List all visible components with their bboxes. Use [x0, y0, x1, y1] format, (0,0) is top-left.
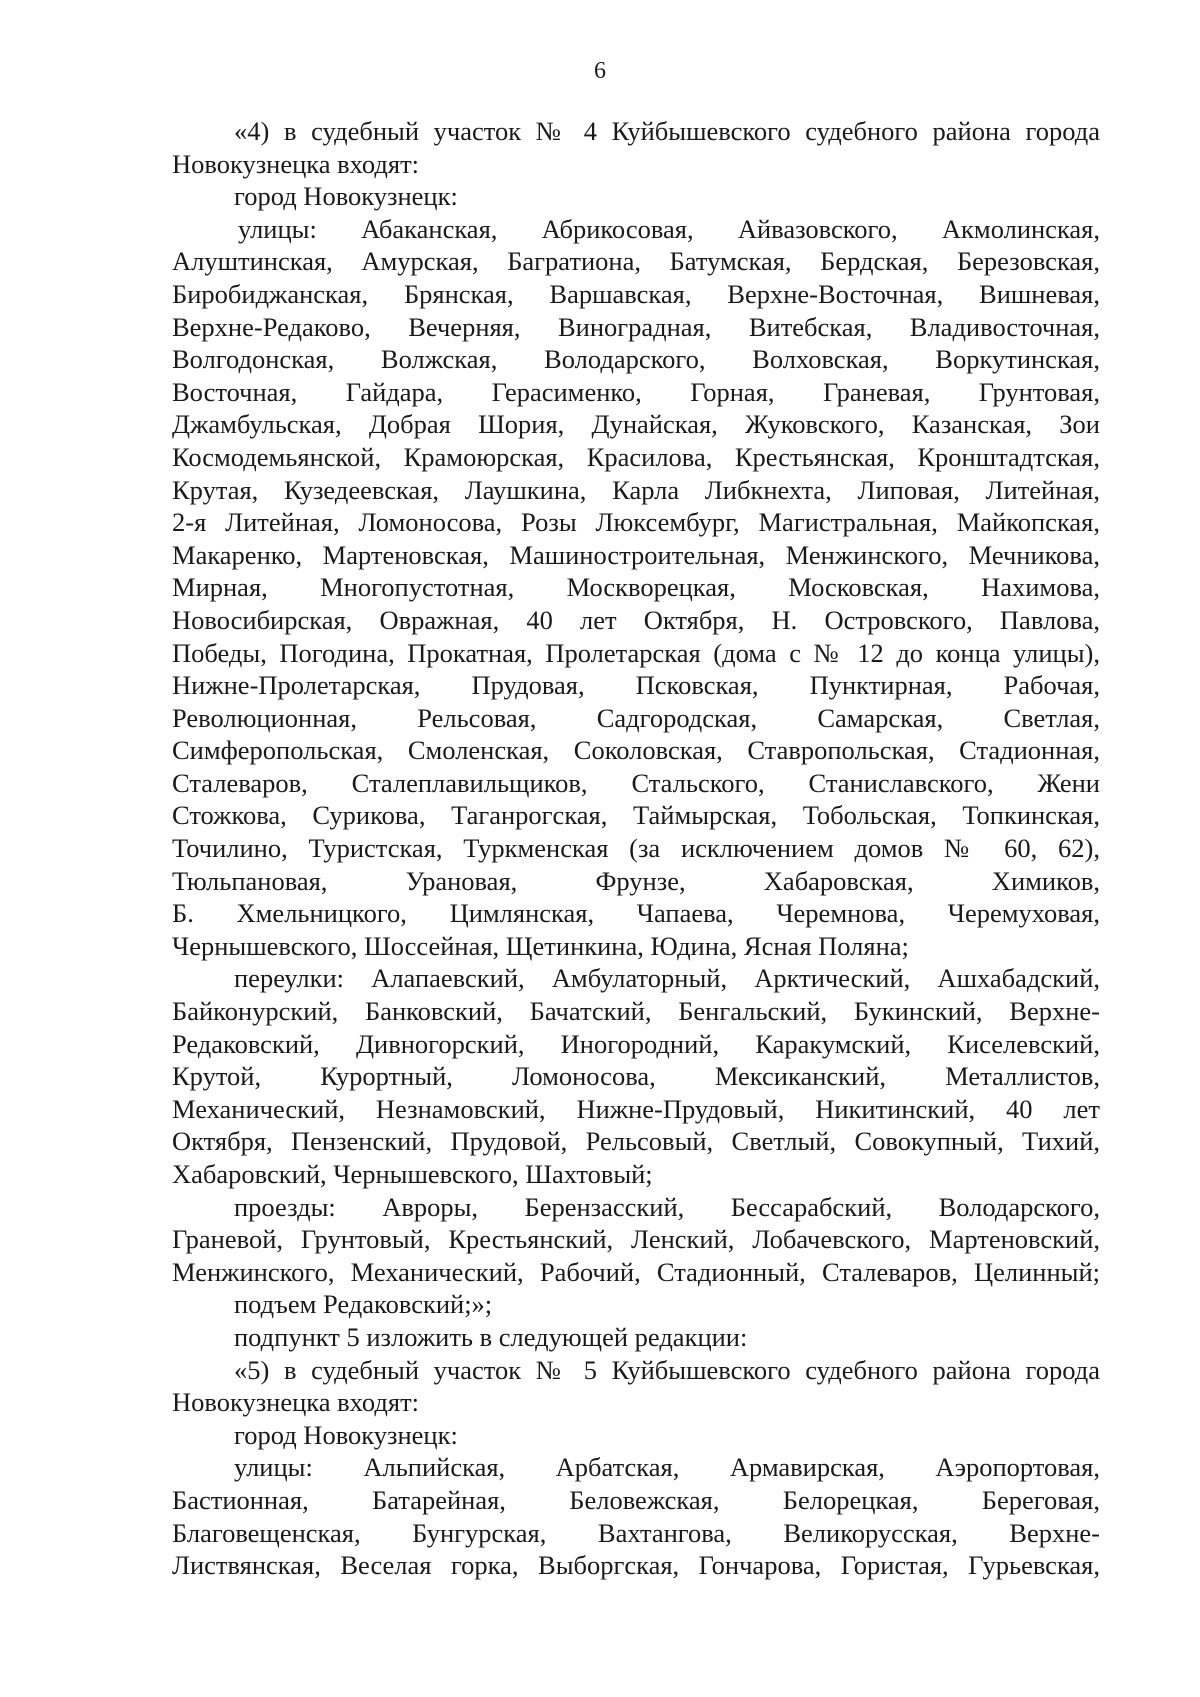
text-line: город Новокузнецк:	[234, 1419, 458, 1450]
text-line: город Новокузнецк:	[234, 181, 458, 212]
text-line: Биробиджанская, Брянская, Варшавская, Верхне-Восточная, Вишневая,	[172, 278, 1100, 309]
text-line: «4) в судебный участок № 4 Куйбышевского судебного района города	[234, 116, 1100, 146]
text-line: Нижне-Пролетарская, Прудовая, Псковская, Пунктирная, Рабочая,	[172, 670, 1100, 701]
page-number: 6	[594, 58, 606, 84]
text-line: Верхне-Редаково, Вечерняя, Виноградная, Витебская, Владивосточная,	[172, 311, 1100, 342]
text-line: Благовещенская, Бунгурская, Вахтангова, Великорусская, Верхне-	[172, 1517, 1100, 1548]
text-line: улицы: Альпийская, Арбатская, Армавирская, Аэропортовая,	[234, 1452, 1100, 1483]
text-line: проезды: Авроры, Берензасский, Бессарабский, Володарского,	[234, 1191, 1100, 1222]
text-line: Менжинского, Механический, Рабочий, Стадионный, Сталеваров, Целинный;	[172, 1256, 1100, 1287]
text-line: 2-я Литейная, Ломоносова, Розы Люксембург, Магистральная, Майкопская,	[172, 507, 1100, 538]
text-line: Чернышевского, Шоссейная, Щетинкина, Юдина, Ясная Поляна;	[172, 930, 909, 961]
text-line: Октября, Пензенский, Прудовой, Рельсовый, Светлый, Совокупный, Тихий,	[172, 1126, 1100, 1157]
text-line: Новосибирская, Овражная, 40 лет Октября, Н. Островского, Павлова,	[172, 604, 1100, 635]
text-line: Крутой, Курортный, Ломоносова, Мексиканский, Металлистов,	[172, 1061, 1100, 1092]
text-line: Джамбульская, Добрая Шория, Дунайская, Жуковского, Казанская, Зои	[172, 409, 1100, 440]
text-line: подпункт 5 изложить в следующей редакции:	[234, 1321, 748, 1352]
text-line: Победы, Погодина, Прокатная, Пролетарская (дома с № 12 до конца улицы),	[172, 637, 1100, 668]
text-line: Алуштинская, Амурская, Багратиона, Батумская, Бердская, Березовская,	[172, 246, 1100, 277]
text-line: Редаковский, Дивногорский, Иногородний, Каракумский, Киселевский,	[172, 1028, 1100, 1059]
text-line: Новокузнецка входят:	[172, 148, 420, 179]
text-line: Космодемьянской, Крамоюрская, Красилова, Крестьянская, Кронштадтская,	[172, 441, 1100, 472]
text-line: Сталеваров, Сталеплавильщиков, Стальского, Станиславского, Жени	[172, 767, 1100, 798]
text-line: Хабаровский, Чернышевского, Шахтовый;	[172, 1159, 653, 1189]
text-line: Восточная, Гайдара, Герасименко, Горная, Граневая, Грунтовая,	[172, 376, 1100, 407]
text-line: Бастионная, Батарейная, Беловежская, Белорецкая, Береговая,	[172, 1484, 1100, 1515]
text-line: Новокузнецка входят:	[172, 1387, 420, 1418]
text-line: Байконурский, Банковский, Бачатский, Бенгальский, Букинский, Верхне-	[172, 996, 1100, 1027]
text-line: улицы: Абаканская, Абрикосовая, Айвазовского, Акмолинская,	[238, 213, 1100, 244]
text-line: Механический, Незнамовский, Нижне-Прудовый, Никитинский, 40 лет	[172, 1093, 1100, 1124]
text-line: Б. Хмельницкого, Цимлянская, Чапаева, Черемнова, Черемуховая,	[172, 898, 1100, 929]
text-line: Симферопольская, Смоленская, Соколовская, Ставропольская, Стадионная,	[172, 735, 1100, 766]
text-line: Стожкова, Сурикова, Таганрогская, Таймырская, Тобольская, Топкинская,	[172, 800, 1100, 831]
text-line: Граневой, Грунтовый, Крестьянский, Ленский, Лобачевского, Мартеновский,	[172, 1224, 1100, 1255]
text-line: Точилино, Туристская, Туркменская (за исключением домов № 60, 62),	[172, 833, 1100, 864]
document-body	[172, 115, 1100, 1582]
text-line: переулки: Алапаевский, Амбулаторный, Арктический, Ашхабадский,	[234, 963, 1100, 994]
text-line: Мирная, Многопустотная, Москворецкая, Московская, Нахимова,	[172, 572, 1100, 603]
text-line: «5) в судебный участок № 5 Куйбышевского судебного района города	[234, 1354, 1100, 1385]
text-line: подъем Редаковский;»;	[234, 1289, 493, 1320]
text-line: Листвянская, Веселая горка, Выборгская, Гончарова, Гористая, Гурьевская,	[172, 1550, 1100, 1581]
text-line: Макаренко, Мартеновская, Машиностроительная, Менжинского, Мечникова,	[172, 539, 1100, 570]
text-line: Революционная, Рельсовая, Садгородская, Самарская, Светлая,	[172, 702, 1100, 733]
text-line: Крутая, Кузедеевская, Лаушкина, Карла Либкнехта, Липовая, Литейная,	[172, 474, 1100, 505]
text-line: Тюльпановая, Урановая, Фрунзе, Хабаровская, Химиков,	[172, 865, 1100, 896]
text-line: Волгодонская, Волжская, Володарского, Волховская, Воркутинская,	[172, 344, 1100, 375]
